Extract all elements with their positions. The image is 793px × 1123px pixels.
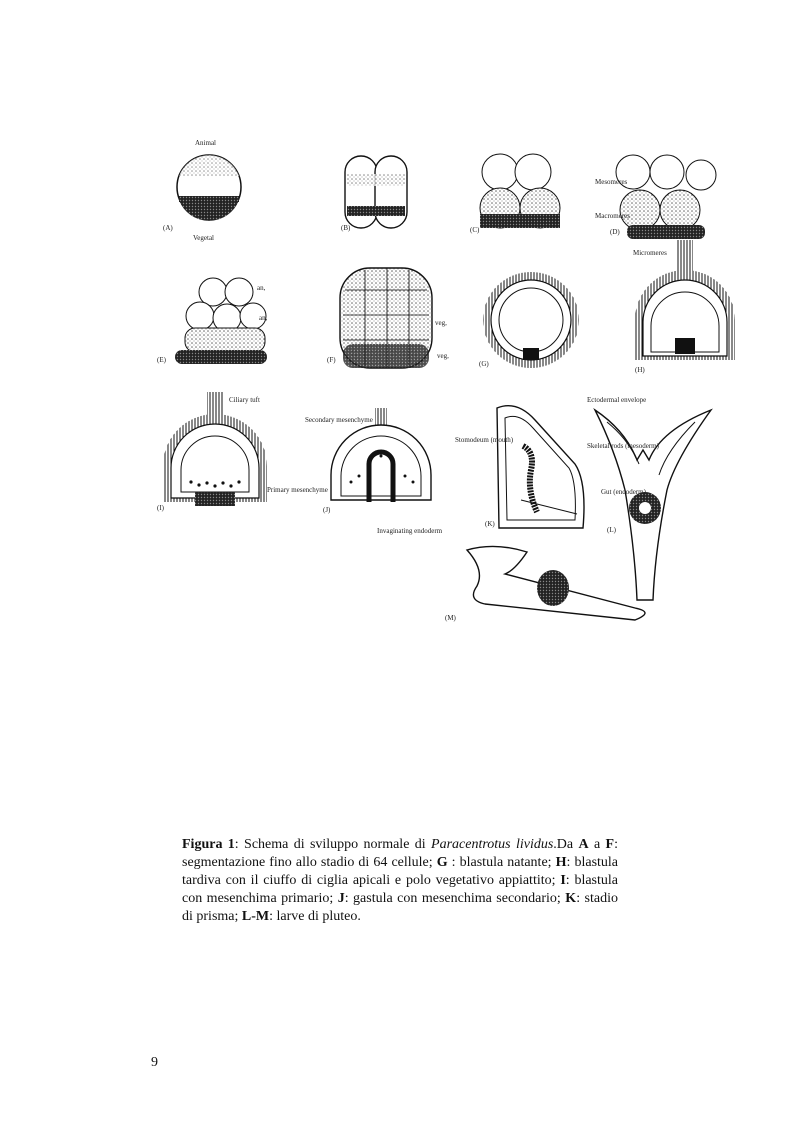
caption-a-connector: a [588, 837, 606, 852]
panel-b [341, 156, 407, 232]
panel-i [157, 392, 328, 512]
label-macromeres: Macromeres [595, 212, 630, 220]
caption-a: A [578, 837, 589, 852]
label-an1: an, [257, 284, 266, 292]
caption-i-text: : blastula con mesenchima primario; [182, 873, 618, 906]
caption-k-text: : stadio di prisma; [182, 891, 618, 924]
label-gut: Gut (endoderm) [601, 488, 646, 496]
panel-c-label: (C) [470, 226, 480, 234]
panel-l [587, 396, 711, 600]
label-vegetal: Vegetal [193, 234, 214, 242]
caption-g: G [436, 855, 448, 870]
label-veg1: veg, [435, 319, 447, 327]
caption-h-text: : blastula tardiva con il ciuffo di ciglia apicali e polo vegetativo appiattito; [182, 855, 619, 888]
panel-g-label: (G) [479, 360, 489, 368]
panel-k [455, 406, 584, 528]
label-ciliary-tuft: Ciliary tuft [229, 396, 260, 404]
panel-d [595, 155, 716, 257]
label-secondary-mesenchyme: Secondary mesenchyme [305, 416, 373, 424]
label-veg2: veg, [437, 352, 449, 360]
caption-i: I [560, 873, 566, 888]
caption-h: H [555, 855, 567, 870]
label-animal: Animal [195, 139, 216, 147]
caption-f: F [605, 837, 615, 852]
caption-da: .Da [553, 837, 579, 852]
caption-figure-label: Figura 1 [182, 837, 235, 852]
label-stomodeum: Stomodeum (mouth) [455, 436, 514, 444]
panel-a-label: (A) [163, 224, 173, 232]
panel-e [157, 278, 268, 364]
panel-l-label: (L) [607, 526, 616, 534]
panel-b-label: (B) [341, 224, 351, 232]
panel-f-label: (F) [327, 356, 336, 364]
label-micromeres: Micromeres [633, 249, 667, 257]
caption-species: Paracentrotus lividus [431, 837, 554, 852]
panel-k-label: (K) [485, 520, 495, 528]
panel-d-label: (D) [610, 228, 620, 236]
label-primary-mesenchyme: Primary mesenchyme [267, 486, 328, 494]
label-mesomeres: Mesomeres [595, 178, 628, 186]
caption-g-text: : blastula natante; [447, 855, 556, 870]
label-skeletal-rods: Skeletal rods (mesoderm) [587, 442, 659, 450]
figure-drawing [155, 130, 667, 630]
caption-lm: L-M [241, 909, 270, 924]
panel-m [445, 546, 645, 622]
panel-h-label: (H) [635, 366, 645, 374]
panel-j [305, 408, 443, 535]
panel-g [479, 272, 579, 368]
caption-intro: : Schema di sviluppo normale di [234, 837, 432, 852]
panel-f [327, 268, 449, 368]
label-an2: an, [259, 314, 268, 322]
figure-caption [182, 836, 618, 926]
label-ectodermal-envelope: Ectodermal envelope [587, 396, 647, 404]
panel-a [163, 139, 241, 242]
embryo-development-figure [155, 130, 667, 630]
caption-lm-text: : larve di pluteo. [269, 909, 361, 924]
caption-j: J [337, 891, 345, 906]
panel-j-label: (J) [323, 506, 331, 514]
label-invaginating-endoderm: Invaginating endoderm [377, 527, 443, 535]
caption-j-text: : gastula con mesenchima secondario; [344, 891, 566, 906]
panel-m-label: (M) [445, 614, 456, 622]
caption-segm: : segmentazione fino allo stadio di 64 cellule; [182, 837, 618, 870]
panel-c [470, 154, 560, 234]
panel-h [635, 240, 735, 374]
panel-e-label: (E) [157, 356, 166, 364]
panel-i-label: (I) [157, 504, 164, 512]
caption-k: K [565, 891, 577, 906]
page-number: 9 [151, 1055, 158, 1070]
